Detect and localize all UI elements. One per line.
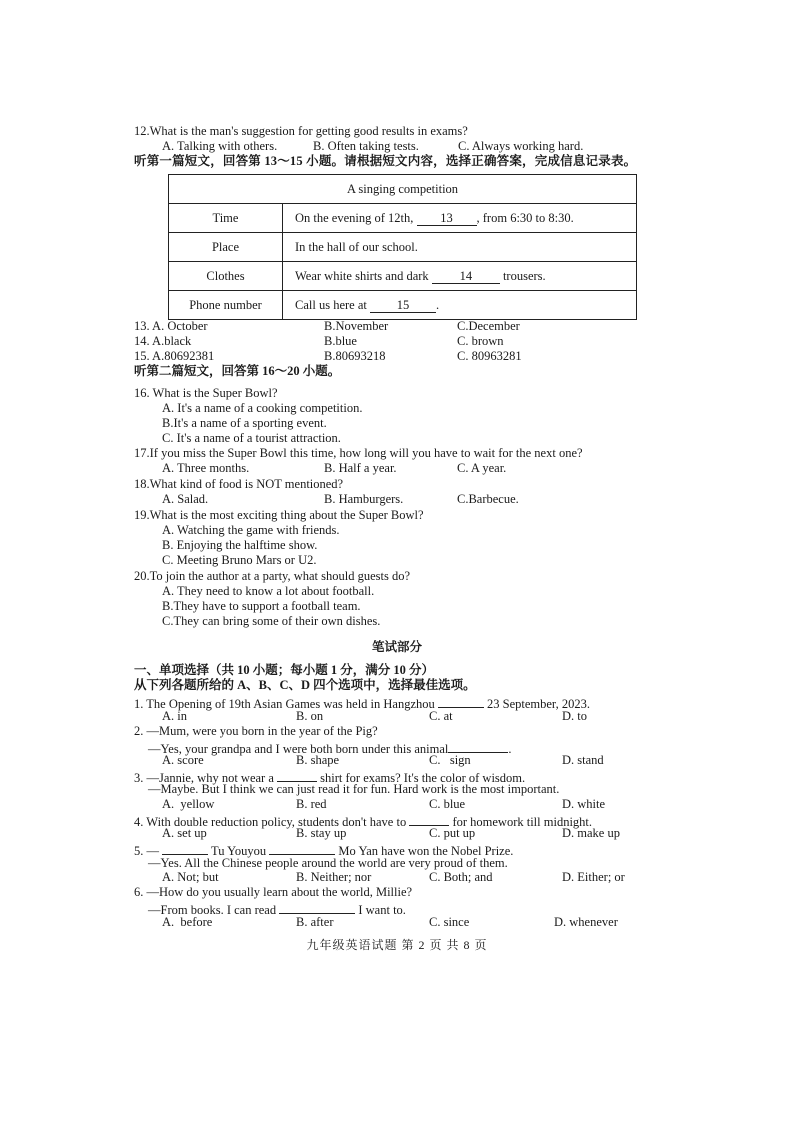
stem-text: . (508, 742, 512, 756)
written-question-5-line-2: —Yes. All the Chinese people around the world are very proud of them. (148, 856, 508, 870)
question-16-option-b: B.It's a name of a sporting event. (162, 416, 327, 430)
singing-competition-table (168, 174, 637, 320)
question-18-option-c: C.Barbecue. (457, 492, 519, 506)
stem-text: shirt for exams? It's the color of wisdom. (317, 771, 526, 785)
question-20-option-a: A. They need to know a lot about football. (162, 584, 375, 598)
written-question-4-option-c: C. put up (429, 826, 476, 840)
written-question-5-option-c: C. Both; and (429, 870, 493, 884)
table-row (169, 291, 637, 320)
question-20-stem: 20.To join the author at a party, what should guests do? (134, 569, 411, 583)
question-12-option-c: C. Always working hard. (458, 139, 584, 153)
answer-blank (409, 812, 449, 826)
section-title-single-choice: 一、单项选择（共 10 小题；每小题 1 分，满分 10 分） (134, 663, 435, 677)
written-question-1-option-d: D. to (562, 709, 587, 723)
question-13-option-b: B.November (324, 319, 389, 333)
answer-blank (448, 739, 508, 753)
stem-text: Mo Yan have won the Nobel Prize. (335, 844, 514, 858)
question-14-option-c: C. brown (457, 334, 504, 348)
stem-text: 4. With double reduction policy, students don't have to (134, 815, 410, 829)
stem-text: —From books. I can read (148, 903, 280, 917)
written-question-3-line-2: —Maybe. But I think we can just read it for fun. Hard work is the most important. (148, 782, 560, 796)
question-16-option-c: C. It's a name of a tourist attraction. (162, 431, 341, 445)
table-row (169, 204, 637, 233)
question-17-stem: 17.If you miss the Super Bowl this time, how long will you have to wait for the next one? (134, 446, 583, 460)
question-17-option-b: B. Half a year. (324, 461, 397, 475)
answer-blank (279, 900, 355, 914)
blank-13: 13 (417, 212, 477, 226)
written-question-6-option-c: C. since (429, 915, 470, 929)
question-12-option-a: A. Talking with others. (162, 139, 278, 153)
question-12-stem: 12.What is the man's suggestion for getting good results in exams? (134, 124, 468, 138)
written-question-4-option-a: A. set up (162, 826, 207, 840)
row-key-clothes: Clothes (169, 262, 283, 291)
row-text: Call us here at (295, 297, 370, 312)
question-19-option-b: B. Enjoying the halftime show. (162, 538, 318, 552)
table-row (169, 233, 637, 262)
question-15-option-c: C. 80963281 (457, 349, 522, 363)
written-question-3-option-a: A. yellow (162, 797, 215, 811)
row-text: trousers. (499, 268, 546, 283)
written-question-3-option-c: C. blue (429, 797, 466, 811)
section-instruction-single-choice: 从下列各题所给的 A、B、C、D 四个选项中，选择最佳选项。 (134, 678, 476, 692)
row-text: , from 6:30 to 8:30. (476, 210, 574, 225)
written-question-5-option-b: B. Neither; nor (296, 870, 372, 884)
row-text: In the hall of our school. (283, 233, 637, 262)
written-question-3-option-d: D. white (562, 797, 606, 811)
blank-14: 14 (432, 270, 500, 284)
row-key-time: Time (169, 204, 283, 233)
question-14-option-b: B.blue (324, 334, 357, 348)
written-question-5-option-a: A. Not; but (162, 870, 219, 884)
row-key-phone: Phone number (169, 291, 283, 320)
question-13-option-a: 13. A. October (134, 319, 208, 333)
question-13-option-c: C.December (457, 319, 520, 333)
blank-15: 15 (370, 299, 436, 313)
question-18-stem: 18.What kind of food is NOT mentioned? (134, 477, 344, 491)
question-12-option-b: B. Often taking tests. (313, 139, 419, 153)
written-part-title: 笔试部分 (371, 640, 422, 654)
written-question-1-stem (134, 694, 590, 712)
stem-text: 3. —Jannie, why not wear a (134, 771, 278, 785)
written-question-2-option-a: A. score (162, 753, 204, 767)
written-question-2-option-d: D. stand (562, 753, 604, 767)
written-question-2-line-1: 2. —Mum, were you born in the year of the Pig? (134, 724, 378, 738)
stem-text: 23 September, 2023. (483, 697, 590, 711)
written-question-6-line-1: 6. —How do you usually learn about the world, Millie? (134, 885, 413, 899)
stem-text: Tu Youyou (208, 844, 270, 858)
written-question-6-option-b: B. after (296, 915, 334, 929)
stem-text: I want to. (355, 903, 406, 917)
section-instruction-passage-1: 听第一篇短文，回答第 13～15 小题。请根据短文内容，选择正确答案，完成信息记录表。 (134, 154, 637, 168)
question-17-option-c: C. A year. (457, 461, 507, 475)
stem-text: for homework till midnight. (449, 815, 593, 829)
written-question-2-option-b: B. shape (296, 753, 340, 767)
question-17-option-a: A. Three months. (162, 461, 250, 475)
written-question-4-option-d: D. make up (562, 826, 620, 840)
question-16-option-a: A. It's a name of a cooking competition. (162, 401, 363, 415)
stem-text: —Yes, your grandpa and I were both born under this animal (148, 742, 449, 756)
question-18-option-a: A. Salad. (162, 492, 209, 506)
row-text: Wear white shirts and dark (295, 268, 432, 283)
written-question-6-option-a: A. before (162, 915, 213, 929)
page-footer: 九年级英语试题 第 2 页 共 8 页 (306, 938, 488, 952)
table-row (169, 262, 637, 291)
question-19-option-a: A. Watching the game with friends. (162, 523, 340, 537)
stem-text: 5. — (134, 844, 163, 858)
written-question-1-option-c: C. at (429, 709, 453, 723)
answer-blank (438, 694, 484, 708)
written-question-4-option-b: B. stay up (296, 826, 347, 840)
question-18-option-b: B. Hamburgers. (324, 492, 404, 506)
section-instruction-passage-2: 听第二篇短文，回答第 16～20 小题。 (134, 364, 341, 378)
written-question-2-option-c: C. sign (429, 753, 471, 767)
answer-blank (162, 841, 208, 855)
written-question-3-option-b: B. red (296, 797, 327, 811)
table-title: A singing competition (169, 175, 637, 204)
question-20-option-b: B.They have to support a football team. (162, 599, 361, 613)
question-19-option-c: C. Meeting Bruno Mars or U2. (162, 553, 317, 567)
written-question-6-option-d: D. whenever (554, 915, 618, 929)
question-15-option-a: 15. A.80692381 (134, 349, 215, 363)
answer-blank (277, 768, 317, 782)
stem-text: 1. The Opening of 19th Asian Games was held in Hangzhou (134, 697, 438, 711)
question-14-option-a: 14. A.black (134, 334, 192, 348)
question-20-option-c: C.They can bring some of their own dishes. (162, 614, 381, 628)
row-text: . (435, 297, 440, 312)
written-question-1-option-b: B. on (296, 709, 324, 723)
row-key-place: Place (169, 233, 283, 262)
written-question-5-option-d: D. Either; or (562, 870, 625, 884)
written-question-1-option-a: A. in (162, 709, 187, 723)
row-text: On the evening of 12th, (295, 210, 417, 225)
question-19-stem: 19.What is the most exciting thing about the Super Bowl? (134, 508, 424, 522)
question-16-stem: 16. What is the Super Bowl? (134, 386, 278, 400)
question-15-option-b: B.80693218 (324, 349, 386, 363)
answer-blank (269, 841, 335, 855)
